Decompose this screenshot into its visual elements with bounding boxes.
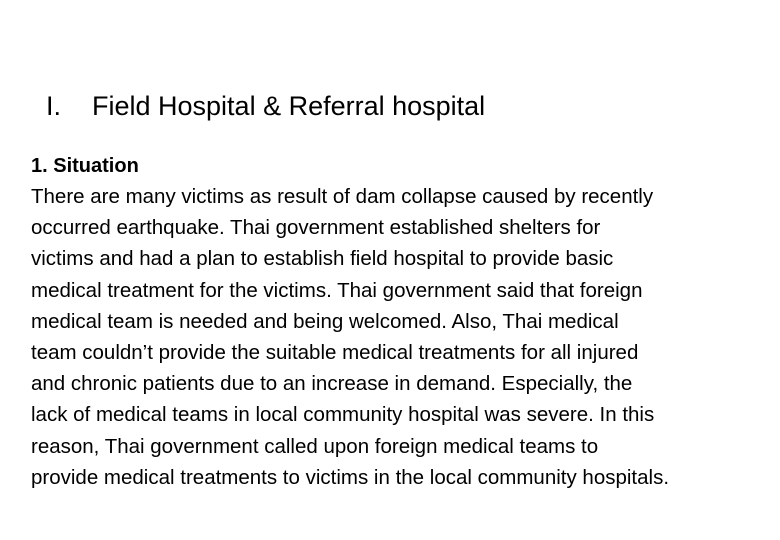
paragraph-line-5: medical team is needed and being welcomed. Also, Thai medical [31, 309, 619, 333]
paragraph-line-1: There are many victims as result of dam collapse caused by recently [31, 185, 654, 208]
paragraph-line-4: medical treatment for the victims. Thai government said that foreign [31, 278, 643, 302]
situation-section [31, 151, 779, 493]
paragraph-line-9: reason, Thai government called upon foreign medical teams to [31, 434, 599, 458]
paragraph-line-3: victims and had a plan to establish field hospital to provide basic [31, 247, 614, 271]
page-title [46, 88, 485, 124]
heading-title: Field Hospital & Referral hospital [92, 91, 486, 121]
paragraph-line-6: team couldn’t provide the suitable medical treatments for all injured [31, 341, 639, 365]
heading-number: I. [46, 91, 62, 121]
section-title: 1. Situation [31, 155, 139, 177]
paragraph-line-10: provide medical treatments to victims in the local community hospitals. [31, 465, 670, 489]
paragraph-line-7: and chronic patients due to an increase in demand. Especially, the [31, 372, 633, 396]
paragraph-line-2: occurred earthquake. Thai government established shelters for [31, 216, 601, 240]
paragraph-line-8: lack of medical teams in local community hospital was severe. In this [31, 403, 655, 427]
